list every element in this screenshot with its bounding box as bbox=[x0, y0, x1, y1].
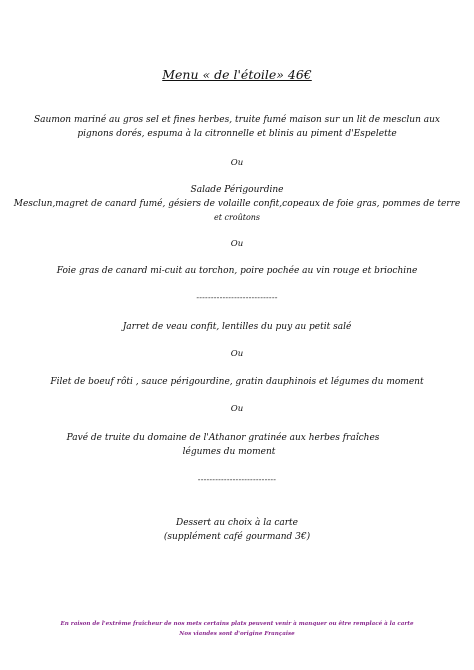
plat-2: Filet de boeuf rôti , sauce périgourdine, gratin dauphinois et légumes du moment bbox=[50, 377, 424, 387]
or-separator-4: Ou bbox=[230, 404, 244, 414]
plat-1: Jarret de veau confit, lentilles du puy au petit salé bbox=[122, 322, 352, 332]
or-separator-2: Ou bbox=[230, 239, 244, 249]
course-divider-1: ---------------------------- bbox=[196, 293, 278, 302]
entree-1-line-2: pignons dorés, espuma à la citronnelle et blinis au piment d'Espelette bbox=[77, 129, 397, 139]
entree-2-line-2: et croûtons bbox=[213, 213, 261, 222]
plat-3-line-2: légumes du moment bbox=[182, 447, 276, 457]
entree-2-line-1: Mesclun,magret de canard fumé, gésiers de volaille confit,copeaux de foie gras, pommes de terre bbox=[13, 199, 461, 209]
footer-notice: En raison de l'extrême fraîcheur de nos mets certains plats peuvent venir à manquer ou être remplacé à la carte bbox=[60, 621, 414, 627]
dessert-line-1: Dessert au choix à la carte bbox=[176, 518, 298, 528]
course-divider-2: --------------------------- bbox=[197, 475, 277, 484]
plat-3-line-1: Pavé de truite du domaine de l'Athanor gratinée aux herbes fraîches bbox=[66, 433, 380, 443]
or-separator-3: Ou bbox=[230, 349, 244, 359]
dessert-line-2: (supplément café gourmand 3€) bbox=[163, 532, 311, 542]
menu-title: Menu « de l'étoile» 46€ bbox=[162, 67, 312, 82]
entree-2-title: Salade Périgourdine bbox=[190, 185, 284, 195]
footer-origin: Nos viandes sont d'origine Française bbox=[179, 631, 295, 637]
or-separator-1: Ou bbox=[230, 158, 244, 168]
entree-1-line-1: Saumon mariné au gros sel et fines herbes, truite fumé maison sur un lit de mesclun aux bbox=[34, 115, 440, 125]
entree-3: Foie gras de canard mi-cuit au torchon, poire pochée au vin rouge et briochine bbox=[56, 266, 418, 276]
